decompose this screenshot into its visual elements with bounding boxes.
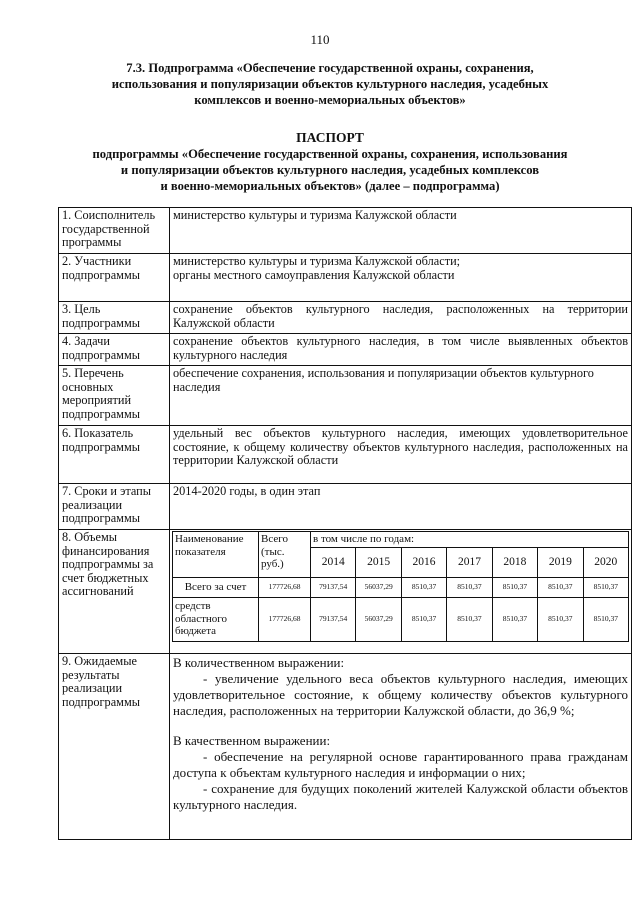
fin-value: 8510,37 bbox=[401, 577, 446, 597]
fin-value: 8510,37 bbox=[538, 577, 583, 597]
fin-year: 2020 bbox=[583, 547, 628, 577]
fin-value: 79137,54 bbox=[311, 577, 356, 597]
row-content bbox=[170, 302, 632, 334]
fin-value: 8510,37 bbox=[492, 597, 537, 641]
fin-year: 2014 bbox=[311, 547, 356, 577]
fin-row-name: средств областного бюджета bbox=[173, 597, 259, 641]
fin-row bbox=[173, 577, 629, 597]
row-line: сохранение объектов культурного наследия, в том числе выявленных объектов культурного наследия bbox=[173, 334, 628, 362]
passport-title: ПАСПОРТ bbox=[296, 130, 364, 145]
fin-value: 56037,29 bbox=[356, 577, 401, 597]
fin-value: 8510,37 bbox=[583, 597, 628, 641]
row-label: 5. Перечень основных мероприятий подпрограммы bbox=[59, 366, 170, 426]
table-row-results bbox=[59, 654, 632, 840]
table-row-financing bbox=[59, 530, 632, 654]
fin-col-years-caption: в том числе по годам: bbox=[311, 532, 629, 548]
fin-col-total: Всего (тыс. руб.) bbox=[259, 532, 311, 578]
fin-year: 2016 bbox=[401, 547, 446, 577]
passport-subtitle-line: и популяризации объектов культурного наследия, усадебных комплексов bbox=[120, 163, 540, 177]
financing-cell bbox=[170, 530, 632, 654]
fin-year: 2017 bbox=[447, 547, 492, 577]
passport-table bbox=[58, 207, 632, 840]
row-line: министерство культуры и туризма Калужской области; bbox=[173, 254, 461, 268]
page-number: 110 bbox=[310, 32, 330, 47]
fin-value: 79137,54 bbox=[311, 597, 356, 641]
row-content bbox=[170, 334, 632, 366]
row-line: органы местного самоуправления Калужской области bbox=[173, 267, 455, 282]
row-content bbox=[170, 426, 632, 484]
fin-row-total: 177726,68 bbox=[259, 597, 311, 641]
row-line: удельный вес объектов культурного наследия, имеющих удовлетворительное состояние, к общему количеству объектов культурного наследия, расположенных на территории Калужской области bbox=[173, 426, 628, 467]
fin-year: 2015 bbox=[356, 547, 401, 577]
fin-value: 8510,37 bbox=[538, 597, 583, 641]
row-label: 3. Цель подпрограммы bbox=[59, 302, 170, 334]
row-label: 1. Соисполнитель государственной программы bbox=[59, 208, 170, 254]
table-row bbox=[59, 426, 632, 484]
row-line: министерство культуры и туризма Калужской области bbox=[173, 208, 457, 222]
section-title-line: 7.3. Подпрограмма «Обеспечение государственной охраны, сохранения, bbox=[126, 61, 534, 75]
row-content bbox=[170, 254, 632, 302]
table-row bbox=[59, 302, 632, 334]
row-label: 2. Участники подпрограммы bbox=[59, 254, 170, 302]
section-title-line: использования и популяризации объектов культурного наследия, усадебных bbox=[111, 77, 549, 91]
row-label: 6. Показатель подпрограммы bbox=[59, 426, 170, 484]
fin-year: 2018 bbox=[492, 547, 537, 577]
row-content bbox=[170, 484, 632, 530]
row-line: сохранение объектов культурного наследия, расположенных на территории Калужской области bbox=[173, 302, 628, 330]
fin-value: 8510,37 bbox=[447, 597, 492, 641]
table-row bbox=[59, 484, 632, 530]
table-row bbox=[59, 366, 632, 426]
passport-subtitle-line: и военно-мемориальных объектов» (далее – подпрограмма) bbox=[160, 179, 500, 193]
fin-row bbox=[173, 597, 629, 641]
results-item: - сохранение для будущих поколений жителей Калужской области объектов культурного наследия. bbox=[173, 781, 628, 812]
table-row bbox=[59, 334, 632, 366]
table-row bbox=[59, 254, 632, 302]
section-title bbox=[60, 60, 600, 108]
passport-subtitle bbox=[50, 146, 610, 194]
results-item: - обеспечение на регулярной основе гарантированного права гражданам доступа к объектам культурного наследия и информации о них; bbox=[173, 749, 628, 780]
table-row bbox=[59, 208, 632, 254]
results-content bbox=[170, 654, 632, 840]
row-content bbox=[170, 208, 632, 254]
row-label: 9. Ожидаемые результаты реализации подпрограммы bbox=[59, 654, 170, 840]
section-title-line: комплексов и военно-мемориальных объектов» bbox=[194, 93, 466, 107]
results-qualitative-header: В качественном выражении: bbox=[173, 733, 331, 748]
row-line: 2014-2020 годы, в один этап bbox=[173, 484, 321, 498]
fin-value: 8510,37 bbox=[583, 577, 628, 597]
fin-year: 2019 bbox=[538, 547, 583, 577]
passport-subtitle-line: подпрограммы «Обеспечение государственной охраны, сохранения, использования bbox=[92, 147, 568, 161]
row-label: 4. Задачи подпрограммы bbox=[59, 334, 170, 366]
results-item: - увеличение удельного веса объектов культурного наследия, имеющих удовлетворительное состояние, к общему количеству объектов культурного наследия, расположенных на территории Калужской области, до 36,9 %; bbox=[173, 671, 628, 718]
fin-value: 8510,37 bbox=[401, 597, 446, 641]
fin-value: 8510,37 bbox=[447, 577, 492, 597]
row-line: обеспечение сохранения, использования и популяризации объектов культурного наследия bbox=[173, 366, 594, 394]
fin-row-name: Всего за счет bbox=[173, 577, 259, 597]
row-content bbox=[170, 366, 632, 426]
fin-value: 56037,29 bbox=[356, 597, 401, 641]
row-label: 7. Сроки и этапы реализации подпрограммы bbox=[59, 484, 170, 530]
row-label: 8. Объемы финансирования подпрограммы за счет бюджетных ассигнований bbox=[59, 530, 170, 654]
results-quantitative-header: В количественном выражении: bbox=[173, 655, 345, 670]
fin-col-name: Наименование показателя bbox=[173, 532, 259, 578]
fin-row-total: 177726,68 bbox=[259, 577, 311, 597]
financing-table bbox=[172, 531, 629, 642]
fin-value: 8510,37 bbox=[492, 577, 537, 597]
